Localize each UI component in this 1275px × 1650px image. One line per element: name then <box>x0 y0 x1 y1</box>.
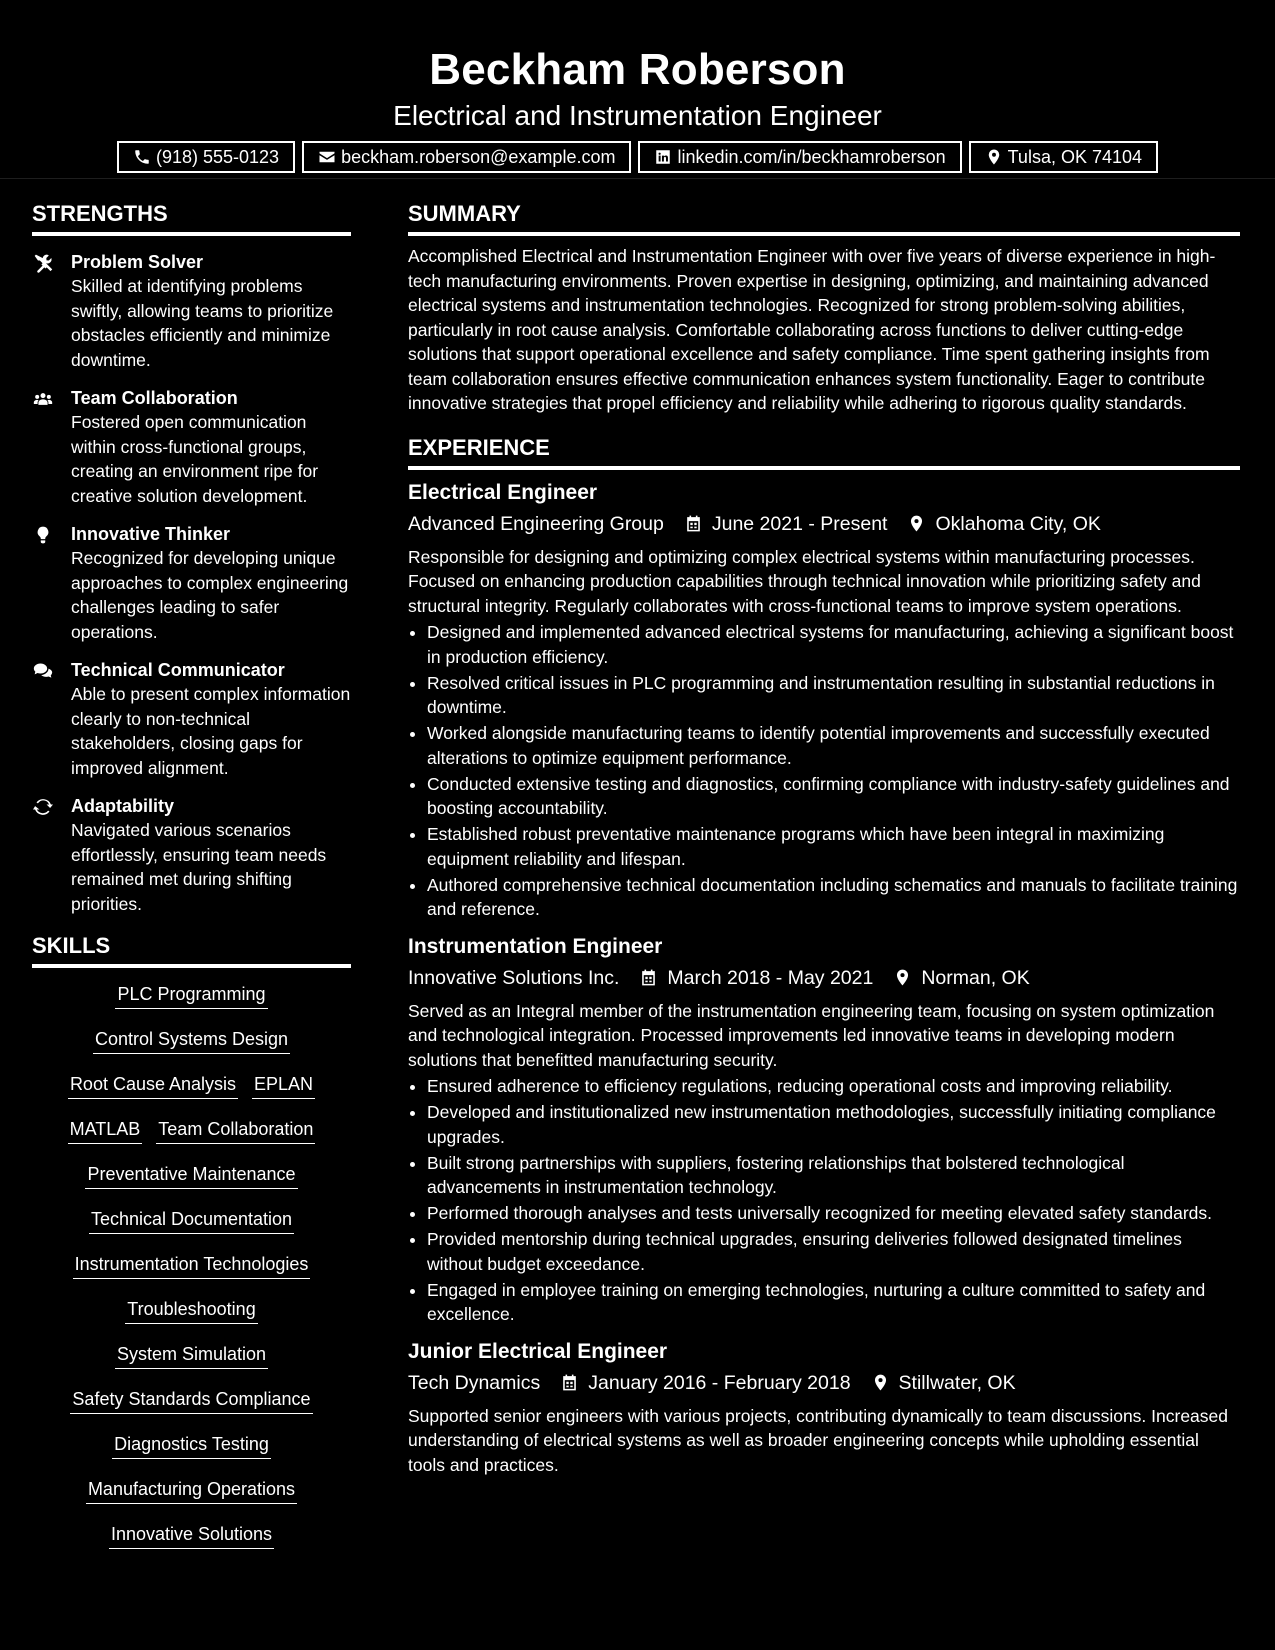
skill-row <box>32 1205 351 1250</box>
strength-title: Team Collaboration <box>71 388 238 408</box>
strength-title: Problem Solver <box>71 252 204 272</box>
job-meta <box>408 1368 1240 1398</box>
job-entry <box>408 932 1240 1327</box>
calendar-icon <box>639 968 658 987</box>
skill-tag: MATLAB <box>68 1115 143 1144</box>
job-bullet: • Built strong partnerships with suppliers, fostering relationships that bolstered technological advancements in instrumentation technology. <box>427 1151 1240 1200</box>
summary-text: Accomplished Electrical and Instrumentation Engineer with over five years of diverse experience in high-tech manufacturing environments. Proven expertise in designing, optimizing, and maintaining advanced electrical systems and instrumentation technologies. Recognized for strong problem-solving abilities, particularly in root cause analysis. Comfortable collaborating across functions to deliver cutting-edge solutions that support operational excellence and safety compliance. Time spent gathering insights from team collaboration ensures effective communication enhances system functionality. Eager to contribute innovative strategies that propel efficiency and reliability while adhering to rigorous quality standards. <box>408 246 1216 413</box>
job-company: Tech Dynamics <box>408 1371 541 1394</box>
envelope-icon <box>318 148 336 166</box>
lightbulb-icon <box>32 525 54 545</box>
job-bullets <box>408 1074 1240 1327</box>
job-title: Electrical Engineer <box>408 480 598 504</box>
job-bullet: • Designed and implemented advanced electrical systems for manufacturing, achieving a significant boost in production efficiency. <box>427 620 1240 669</box>
skill-tag: Instrumentation Technologies <box>73 1250 311 1279</box>
job-dates: June 2021 - Present <box>711 512 888 535</box>
map-pin-icon <box>907 514 926 533</box>
strengths-list <box>32 250 351 916</box>
skill-row <box>32 1070 351 1115</box>
strength-desc: Recognized for developing unique approaches to complex engineering challenges leading to safer operations. <box>71 548 349 642</box>
map-pin-icon <box>985 148 1003 166</box>
calendar-icon <box>684 514 703 533</box>
skill-row <box>32 1520 351 1565</box>
contact-phone[interactable] <box>117 141 295 173</box>
strength-title: Adaptability <box>71 796 175 816</box>
candidate-title: Electrical and Instrumentation Engineer <box>393 100 882 131</box>
phone-icon <box>133 148 151 166</box>
job-entry <box>408 1337 1240 1478</box>
contact-location-text: Tulsa, OK 74104 <box>1007 147 1143 167</box>
contact-linkedin[interactable] <box>638 141 961 173</box>
skill-tag: Control Systems Design <box>93 1025 290 1054</box>
job-location: Oklahoma City, OK <box>935 512 1101 535</box>
skill-tag: Root Cause Analysis <box>68 1070 238 1099</box>
job-meta <box>408 509 1240 539</box>
skills-list <box>32 968 351 1565</box>
job-company: Innovative Solutions Inc. <box>408 966 620 989</box>
skill-row <box>32 1025 351 1070</box>
summary-heading: SUMMARY <box>408 198 1240 236</box>
job-bullet: • Established robust preventative maintenance programs which have been integral in maximizing equipment reliability and lifespan. <box>427 822 1240 871</box>
job-bullet: • Developed and institutionalized new instrumentation methodologies, successfully initiating compliance upgrades. <box>427 1100 1240 1149</box>
strength-desc: Navigated various scenarios effortlessly, ensuring team needs remained met during shifting priorities. <box>71 820 327 914</box>
skill-row <box>32 1340 351 1385</box>
strength-title: Innovative Thinker <box>71 524 231 544</box>
skill-tag: System Simulation <box>115 1340 268 1369</box>
tools-icon <box>32 253 54 273</box>
strength-title: Technical Communicator <box>71 660 285 680</box>
contact-bar <box>0 141 1275 173</box>
skill-row <box>32 1115 351 1160</box>
skill-row <box>32 980 351 1025</box>
job-location: Stillwater, OK <box>898 1371 1016 1394</box>
skill-row <box>32 1160 351 1205</box>
job-bullet: • Provided mentorship during technical upgrades, ensuring deliveries followed designated timelines without budget exceedance. <box>427 1227 1240 1276</box>
contact-phone-text: (918) 555-0123 <box>155 147 280 167</box>
skill-tag: EPLAN <box>252 1070 315 1099</box>
job-title: Instrumentation Engineer <box>408 934 663 958</box>
map-pin-icon <box>893 968 912 987</box>
job-title: Junior Electrical Engineer <box>408 1339 668 1363</box>
comments-icon <box>32 661 54 681</box>
resume-header <box>0 0 1275 179</box>
job-bullets <box>408 620 1240 922</box>
job-dates: March 2018 - May 2021 <box>667 966 874 989</box>
skill-tag: PLC Programming <box>115 980 267 1009</box>
job-description: Served as an Integral member of the instrumentation engineering team, focusing on system optimization and technological integration. Processed improvements led innovative teams in developing modern solutions that benefitted manufacturing security. <box>408 1000 1215 1070</box>
strength-item <box>32 386 351 508</box>
job-meta <box>408 963 1240 993</box>
map-pin-icon <box>871 1373 890 1392</box>
job-description: Supported senior engineers with various projects, contributing dynamically to team discussions. Increased understanding of electrical systems as well as broader engineering concepts while upholding essential tools and practices. <box>408 1405 1229 1475</box>
experience-heading: EXPERIENCE <box>408 432 1240 470</box>
users-icon <box>32 389 54 409</box>
skill-tag: Team Collaboration <box>156 1115 315 1144</box>
job-company: Advanced Engineering Group <box>408 512 664 535</box>
skill-tag: Manufacturing Operations <box>86 1475 297 1504</box>
job-bullet: • Authored comprehensive technical documentation including schematics and manuals to facilitate training and reference. <box>427 873 1240 922</box>
strength-desc: Able to present complex information clearly to non-technical stakeholders, closing gaps for improved alignment. <box>71 684 351 778</box>
job-location: Norman, OK <box>921 966 1030 989</box>
right-column <box>408 198 1240 1477</box>
strength-item <box>32 250 351 372</box>
job-description: Responsible for designing and optimizing complex electrical systems within manufacturing processes. Focused on enhancing production capabilities through technical innovation while prioritizing safety and structural integrity. Regularly collaborates with cross-functional teams to improve system operations. <box>408 546 1201 616</box>
job-bullet: • Engaged in employee training on emerging technologies, nurturing a culture committed to safety and excellence. <box>427 1278 1240 1327</box>
job-bullet: • Worked alongside manufacturing teams to identify potential improvements and successfully executed alterations to optimize equipment performance. <box>427 721 1240 770</box>
skill-row <box>32 1385 351 1430</box>
skill-tag: Safety Standards Compliance <box>70 1385 312 1414</box>
skill-row <box>32 1475 351 1520</box>
skills-heading: SKILLS <box>32 930 351 968</box>
job-dates: January 2016 - February 2018 <box>588 1371 851 1394</box>
skill-row <box>32 1295 351 1340</box>
strength-desc: Fostered open communication within cross-functional groups, creating an environment ripe for creative solution development. <box>71 412 319 506</box>
contact-location[interactable] <box>969 141 1158 173</box>
strength-item <box>32 658 351 780</box>
contact-email[interactable] <box>302 141 631 173</box>
skill-tag: Technical Documentation <box>89 1205 294 1234</box>
strength-item <box>32 794 351 916</box>
sync-icon <box>32 797 54 817</box>
candidate-name: Beckham Roberson <box>429 45 846 94</box>
calendar-icon <box>560 1373 579 1392</box>
job-bullet: • Resolved critical issues in PLC programming and instrumentation resulting in substantial reductions in downtime. <box>427 671 1240 720</box>
strength-desc: Skilled at identifying problems swiftly, allowing teams to prioritize obstacles efficiently and minimize downtime. <box>71 276 334 370</box>
job-entry <box>408 478 1240 922</box>
contact-email-text: beckham.roberson@example.com <box>341 147 616 167</box>
job-bullet: • Ensured adherence to efficiency regulations, reducing operational costs and improving reliability. <box>427 1074 1240 1099</box>
job-bullet: • Performed thorough analyses and tests universally recognized for meeting elevated safety standards. <box>427 1201 1240 1226</box>
skill-tag: Preventative Maintenance <box>85 1160 297 1189</box>
skill-tag: Diagnostics Testing <box>112 1430 271 1459</box>
job-bullet: • Conducted extensive testing and diagnostics, confirming compliance with industry-safety guidelines and boosting accountability. <box>427 772 1240 821</box>
skill-tag: Troubleshooting <box>125 1295 257 1324</box>
skill-row <box>32 1430 351 1475</box>
strength-item <box>32 522 351 644</box>
skill-tag: Innovative Solutions <box>109 1520 274 1549</box>
skill-row <box>32 1250 351 1295</box>
strengths-heading: STRENGTHS <box>32 198 351 236</box>
linkedin-icon <box>654 148 672 166</box>
left-column <box>32 198 351 1565</box>
contact-linkedin-text: linkedin.com/in/beckhamroberson <box>677 147 946 167</box>
